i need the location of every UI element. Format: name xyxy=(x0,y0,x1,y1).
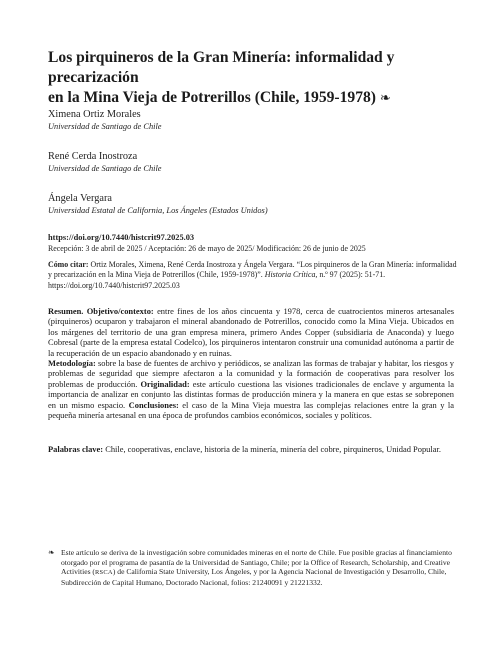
how-to-cite xyxy=(48,260,458,291)
author-affiliation: Universidad de Santiago de Chile xyxy=(48,164,162,173)
citation-rest: , n.º 97 (2025): 51-71. https://doi.org/10.7440/histcrit97.2025.03 xyxy=(48,270,386,290)
keywords xyxy=(48,444,454,454)
methodology-label: Metodología: xyxy=(48,358,96,369)
footnote-text xyxy=(48,548,454,588)
footnote-text-after: ) de California State University, Los Ángeles, y por la Agencia Nacional de Investigación y Desarrollo, Chile, Subdirección de Capital Humano, Doctorado Nacional, folios: 21240091 y 21221332. xyxy=(61,567,447,588)
author-name: Ximena Ortiz Morales xyxy=(48,109,141,120)
title-line-1: Los pirquineros de la Gran Minería: informalidad y precarización xyxy=(48,49,395,86)
footnote-ornament-icon: ❧ xyxy=(48,548,55,557)
author-name: René Cerda Inostroza xyxy=(48,151,138,162)
doi-link[interactable]: https://doi.org/10.7440/histcrit97.2025.03 xyxy=(48,233,195,242)
publication-dates: Recepción: 3 de abril de 2025 / Aceptación: 26 de mayo de 2025/ Modificación: 26 de junio de 2025 xyxy=(48,244,366,253)
title-line-2: en la Mina Vieja de Potrerillos (Chile, 1959-1978) xyxy=(48,89,377,106)
author-affiliation: Universidad de Santiago de Chile xyxy=(48,122,162,131)
author-1 xyxy=(48,108,448,132)
conclusions-text: el caso de la Mina Vieja muestra las complejas relaciones entre la gran y la pequeña minería artesanal en una época de profundos cambios económicos, sociales y políticos. xyxy=(48,399,455,421)
abstract-heading: Resumen. xyxy=(48,306,84,316)
conclusions-label: Conclusiones: xyxy=(128,399,179,410)
originality-label: Originalidad: xyxy=(140,378,190,389)
article-title xyxy=(48,48,448,108)
author-name: Ángela Vergara xyxy=(48,193,112,204)
citation-label: Cómo citar: xyxy=(48,260,89,269)
footnote-acronym: RSCA xyxy=(94,569,113,577)
author-2 xyxy=(48,150,448,174)
objective-label: Objetivo/contexto: xyxy=(86,306,154,316)
keywords-text: Chile, cooperativas, enclave, historia de la minería, minería del cobre, pirquineros, Unidad Popular. xyxy=(103,444,441,454)
footnote-text-before: Este artículo se deriva de la investigación sobre comunidades mineras en el norte de Chile. Fue posible gracias al financiamiento otorgado por el programa de pasantía de la Universidad de Santiago, Chile; por la Office of Research, Scholarship, and Creative Activities ( xyxy=(61,548,452,577)
originality-text: este artículo cuestiona las visiones tradicionales de enclave y argumenta la importancia de analizar en conjunto las distintas formas de producción minera y la manera en que estas se sobreponen en un mismo espacio. xyxy=(48,378,455,410)
keywords-label: Palabras clave: xyxy=(48,444,104,454)
methodology-text: sobre la base de fuentes de archivo y periódicos, se analizan las formas de trabajar y habitar, los riesgos y problemas de seguridad que siempre afectaron a la comunidad y la formación de cooperativas para resolver los problemas de producción. xyxy=(48,358,454,389)
abstract xyxy=(48,306,454,420)
title-footnote-ornament-icon[interactable]: ❧ xyxy=(379,90,391,105)
citation-journal: Historia Crítica xyxy=(264,270,316,280)
citation-text: Ortiz Morales, Ximena, René Cerda Inostroza y Ángela Vergara. “Los pirquineros de la Gran Minería: informalidad y precarización en la Mina Vieja de Potrerillos (Chile, 1959-1978)”. xyxy=(48,260,457,280)
footnote xyxy=(48,548,454,588)
author-affiliation: Universidad Estatal de California, Los Ángeles (Estados Unidos) xyxy=(48,206,268,215)
author-3 xyxy=(48,192,448,216)
objective-text: entre fines de los años cincuenta y 1978, cerca de cuatrocientos mineros artesanales (pirquineros) ocuparon y trabajaron el mineral abandonado de Potrerillos, conocido como la Mina Vieja. Ubicados en los márgenes del territorio de una gran empresa minera, primero Andes Copper (subsidiaria de Anaconda) y luego Cobresal (parte de la empresa estatal Codelco), los pirquineros intentaron construir una comunidad autónoma a partir de la recuperación de un espacio abandonado y en ruinas. xyxy=(48,306,454,358)
